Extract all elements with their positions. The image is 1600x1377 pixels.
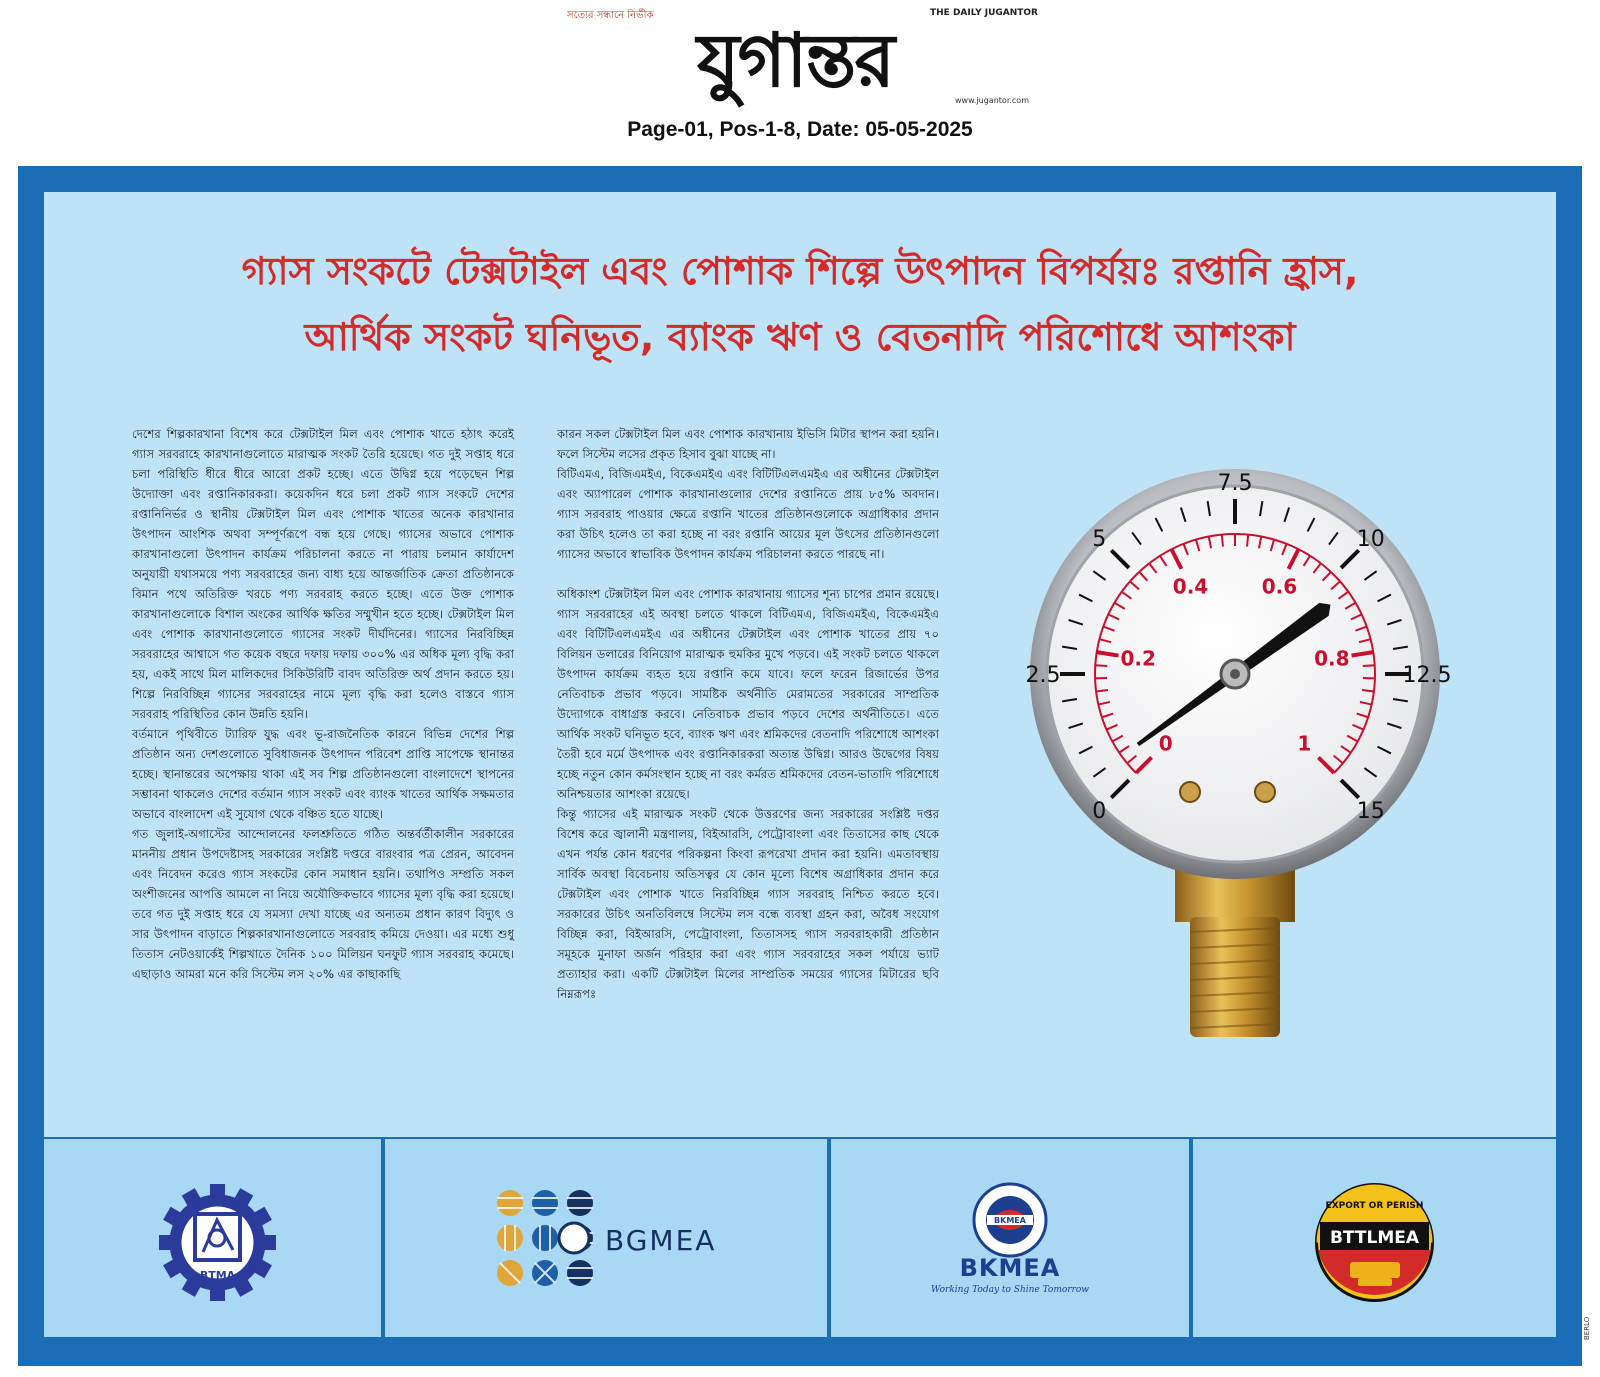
btma-gear-tooth xyxy=(210,1285,225,1301)
article-paragraph: কারন সকল টেক্সটাইল মিল এবং পোশাক কারখানায় ইভিসি মিটার স্থাপন করা হয়নি। ফলে সিস্টেম লসের প্রকৃত হিসাব বুঝা যাচ্ছে না। xyxy=(557,427,939,461)
gauge-inner-label: 0.4 xyxy=(1172,574,1209,599)
bgmea-label: BGMEA xyxy=(605,1224,717,1257)
btma-gear-tooth xyxy=(210,1184,225,1200)
article-paragraph: বর্তমানে পৃথিবীতে ট্যারিফ যুদ্ধ এবং ভূ-রাজনৈতিক কারনে বিভিন্ন দেশের শিল্প প্রতিষ্ঠান অন্য দেশগুলোতে সুবিধাজনক উৎপাদন পরিবেশ প্রাপ্তি সাপেক্ষে স্থানান্তর হচ্ছে। স্থানান্তরের অপেক্ষায় থাকা এই সব শিল্প প্রতিষ্ঠানগুলো বাংলাদেশে স্থাপনের সম্ভাবনা থাকলেও দেশের বর্তমান গ্যাস সংকট এবং ব্যাংক খাতের আর্থিক সক্ষমতার অভাবে বাংলাদেশ এই সুযোগ থেকে বঞ্চিত হতে যাচ্ছে। xyxy=(132,727,514,821)
headline xyxy=(60,238,1540,370)
headline-line-2: আর্থিক সংকট ঘনিভূত, ব্যাংক ঋণ ও বেতনাদি পরিশোধে আশংকা xyxy=(304,315,1296,359)
pressure-gauge-image xyxy=(1025,462,1480,1062)
newspaper-logo: যুগান্তর xyxy=(696,18,894,104)
gauge-outer-label: 7.5 xyxy=(1217,471,1253,496)
headline-line-1: গ্যাস সংকটে টেক্সটাইল এবং পোশাক শিল্পে উৎপাদন বিপর্যয়ঃ রপ্তানি হ্রাস, xyxy=(241,249,1359,293)
bttlmea-ring-text: EXPORT OR PERISH xyxy=(1325,1201,1424,1211)
btma-logo xyxy=(155,1180,280,1305)
article-column-1 xyxy=(132,424,514,984)
btma-label: BTMA xyxy=(199,1269,236,1282)
bkmea-tagline: Working Today to Shine Tomorrow xyxy=(930,1285,1090,1295)
bgmea-logo xyxy=(495,1188,720,1298)
article-column-2 xyxy=(557,424,939,1004)
bttlmea-logo xyxy=(1312,1180,1437,1305)
masthead-website: www.jugantor.com xyxy=(955,96,1029,105)
gauge-inner-label: 0.6 xyxy=(1261,574,1298,599)
masthead-tagline: সত্যের সন্ধানে নির্ভীক xyxy=(567,10,654,21)
gauge-screw xyxy=(1180,782,1200,802)
gauge-outer-label: 12.5 xyxy=(1402,663,1452,688)
page-info: Page-01, Pos-1-8, Date: 05-05-2025 xyxy=(627,118,973,141)
article-paragraph: গত জুলাই-অগাস্টের আন্দোলনের ফলশ্রুতিতে গঠিত অন্তর্বর্তীকালীন সরকারের মাননীয় প্রধান উপদেষ্টাসহ সরকারের সংশ্লিষ্ট দপ্তরে বারংবার পত্র প্রেরন, আবেদন এবং নিবেদন করেও গ্যাস সংকটের কোন সমাধান হয়নি। তথাপিও সম্প্রতি সকল অংশীজনের আপত্তি আমলে না নিয়ে অযৌক্তিকভাবে গ্যাসের মূল্য বৃদ্ধি করা হয়েছে। তবে গত দুই সপ্তাহ ধরে যে সমস্যা দেখা যাচ্ছে এর অন্যতম প্রধান কারণ বিদ্যুৎ ও সার উৎপাদন বাড়াতে শিল্পকারখানাগুলোতে সরবরাহ কমিয়ে দেওয়া। এর মধ্যে শুধু তিতাস নেটওয়ার্কেই শিল্পখাতে দৈনিক ১০০ মিলিয়ন ঘনফুট গ্যাস সরবরাহ কমেছে। এছাড়াও আমরা মনে করি সিস্টেম লস ২০% এর কাছাকাছি xyxy=(132,827,514,981)
gauge-outer-label: 0 xyxy=(1092,798,1107,824)
gauge-inner-label: 0.8 xyxy=(1314,646,1350,671)
gauge-outer-label: 2.5 xyxy=(1025,663,1061,688)
article-paragraph: অধিকাংশ টেক্সটাইল মিল এবং পোশাক কারখানায় গ্যাসের শূন্য চাপের প্রমান রয়েছে। গ্যাস সরবরাহের এই অবস্থা চলতে থাকলে বিটিএমএ, বিজিএমইএ, বিকেএমইএ এবং বিটিটিএলএমইএ এর অধীনের টেক্সটাইল এবং পোশাক খাতের প্রায় ৭০ বিলিয়ন ডলারের বিনিয়োগ মারাত্মক হুমকির মুখে পড়বে। এই সংকট চলতে থাকলে উৎপাদন কার্যক্রম ব্যহত হয়ে রপ্তানি কমে যাবে। ফলে ফরেন রিজার্ভের উপর নেতিবাচক প্রভাব পড়বে। সামষ্টিক অর্থনীতি মেরামতের সরকারের সাম্প্রতিক উদ্যোগকে বাধাগ্রস্ত করবে। নেতিবাচক প্রভাব পড়বে দেশের অর্থনীতিতে। এতে আর্থিক সংকট ঘনিভূত হবে, ব্যাংক ঋণ এবং শ্রমিকদের বেতনাদি পরিশোধে আশংকা তৈরী হবে মর্মে উৎপাদক এবং রপ্তানিকারকরা অত্যন্ত উদ্বিগ্ন। আরও উদ্বেগের বিষয় হচ্ছে নতুন কোন কর্মসংস্থান হচ্ছে না বরং কর্মরত শ্রমিকদের বেতন-ভাতাদি পরিশোধে অনিশ্চয়তার আশংকা রয়েছে। xyxy=(557,587,939,801)
bkmea-label: BKMEA xyxy=(959,1254,1061,1282)
btma-gear-tooth xyxy=(159,1235,175,1250)
article-paragraph: বিটিএমএ, বিজিএমইএ, বিকেএমইএ এবং বিটিটিএলএমইএ এর অধীনের টেক্সটাইল এবং অ্যাপারেল পোশাক কারখানাগুলোর দেশের রপ্তানিতে প্রায় ৮৫% অবদান। গ্যাস সরবরাহ পাওয়ার ক্ষেত্রে রপ্তানি খাতের প্রতিষ্ঠানগুলোকে অগ্রাধিকার প্রদান করা উচিৎ হলেও তা করা হচ্ছে না বরং রপ্তানি আয়ের মূল উৎসের প্রতিষ্ঠানগুলো গ্যাসের অভাবে স্বাভাবিক উৎপাদন কার্যক্রম পরিচালনা করতে পারছে না। xyxy=(557,467,939,561)
btma-gear-tooth xyxy=(260,1235,276,1250)
article-paragraph: দেশের শিল্পকারখানা বিশেষ করে টেক্সটাইল মিল এবং পোশাক খাতে হঠাৎ করেই গ্যাস সরবরাহে কারখানাগুলোতে মারাত্মক সংকট তৈরি হয়েছে। গত দুই সপ্তাহ ধরে চলা পরিস্থিতি ধীরে ধীরে আরো প্রকট হচ্ছে। এতে উদ্বিগ্ন হয়ে পড়েছেন শিল্প উদ্যোক্তা এবং রপ্তানিকারকরা। কয়েকদিন ধরে চলা প্রকট গ্যাস সংকটে দেশের রপ্তানিনির্ভর ও স্থানীয় টেক্সটাইল মিল এবং পোশাক খাতের অনেক কারখানার উৎপাদন আংশিক অথবা সম্পূর্ণরূপে বন্ধ হয়ে গেছে। গ্যাসের অভাবে পোশাক কারখানাগুলো উৎপাদন কার্যক্রম পরিচালনা করতে না পারায় চলমান কার্যাদেশ অনুযায়ী যথাসময়ে পণ্য সরবরাহের জন্য বাধ্য হয়ে আন্তর্জাতিক ক্রেতা প্রতিষ্ঠানকে বিমান পথে অতিরিক্ত খরচে পণ্য সরবরাহ করতে হচ্ছে। এতে উক্ত পোশাক কারখানাগুলোকে বিশাল অংকের আর্থিক ক্ষতির সম্মুখীন হতে হচ্ছে। টেক্সটাইল মিল এবং পোশাক কারখানাগুলোতে গ্যাসের সংকট দীর্ঘদিনের। গ্যাসের নিরবিচ্ছিন্ন সরবরাহের আশ্বাসে গত কয়েক বছরে দফায় দফায় ৩০০% এর অধিক মূল্য বৃদ্ধি করা হয়, একই সাথে মিল মালিকদের সিকিউরিটি বাবদ অতিরিক্ত অর্থ প্রদান করতে হয়। শিল্পে নিরবিচ্ছিন্ন গ্যাসের সরবরাহের নামে মূল্য বৃদ্ধি করা হলেও বাস্তবে গ্যাস সরবরাহ পরিস্থিতির কোন উন্নতি হয়নি। xyxy=(132,427,514,721)
gauge-inner-label: 1 xyxy=(1297,731,1312,756)
gauge-inner-tick xyxy=(1222,535,1223,547)
gauge-inner-label: 0.2 xyxy=(1120,646,1156,671)
masthead xyxy=(0,0,1600,160)
gauge-outer-label: 10 xyxy=(1356,527,1385,553)
bttlmea-label: BTTLMEA xyxy=(1329,1228,1420,1248)
bkmea-badge-label: BKMEA xyxy=(994,1216,1026,1225)
article-paragraph: কিন্তু গ্যাসের এই মারাত্মক সংকট থেকে উত্তরণের জন্য সরকারের সংশ্লিষ্ট দপ্তর বিশেষ করে জ্বালানী মন্ত্রণালয়, বিইআরসি, পেট্রোবাংলা এবং তিতাসের কাছ থেকে এখন পর্যন্ত কোন ধরণের পরিকল্পনা কিংবা রূপরেখা প্রদান করা হয়নি। এমতাবস্থায় সার্বিক অবস্থা বিবেচনায় অতিসত্বর যে কোন মূল্যে বিশেষ অগ্রাধিকার প্রদান করে টেক্সটাইল এবং পোশাক খাতে নিরবিচ্ছিন্ন গ্যাস সরবরাহ নিশ্চিত করতে হবে। সরকারের উচিৎ অনতিবিলম্বে সিস্টেম লস বন্ধে ব্যবস্থা গ্রহন করা, অবৈধ সংযোগ বিচ্ছিন্ন করা, বিইআরসি, পেট্রোবাংলা, তিতাসসহ গ্যাস সরবরাহকারী প্রতিষ্ঠান সমূহকে মুনাফা অর্জন পরিহার করা এবং গ্যাস সরবরাহের সকল পর্যায়ে ভ্যাট প্রত্যাহার করা। একটি টেক্সটাইল মিলের সাম্প্রতিক সময়ের গ্যাসের মিটারের ছবি নিম্নরূপঃ xyxy=(557,807,939,1001)
bkmea-logo xyxy=(930,1180,1090,1300)
side-mark: BERLO xyxy=(1583,1316,1591,1340)
gauge-inner-tick xyxy=(1247,535,1248,547)
gauge-screw xyxy=(1255,782,1275,802)
gauge-inner-label: 0 xyxy=(1158,731,1173,756)
gauge-inner-tick xyxy=(1095,665,1107,666)
gauge-outer-label: 5 xyxy=(1092,527,1107,553)
gauge-outer-label: 15 xyxy=(1356,798,1385,824)
masthead-english-name: THE DAILY JUGANTOR xyxy=(930,8,1038,18)
gauge-inner-tick xyxy=(1363,665,1375,666)
